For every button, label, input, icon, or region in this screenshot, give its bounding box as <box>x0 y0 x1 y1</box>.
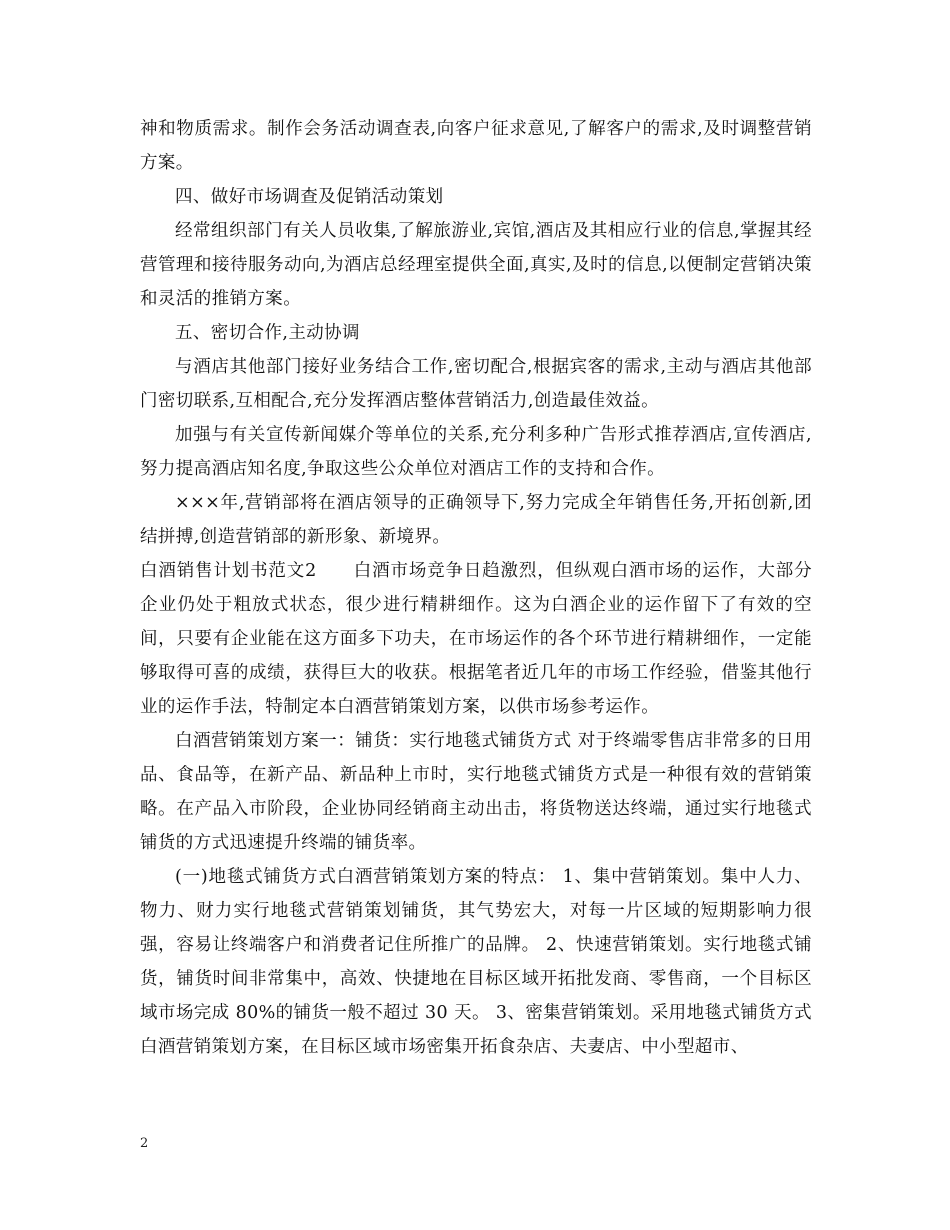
section-heading-5: 五、密切合作,主动协调 <box>175 323 360 343</box>
paragraph-annual-goal: ×××年,营销部将在酒店领导的正确领导下,努力完成全年销售任务,开拓创新,团结拼搏,创造营销部的新形象、新境界。 <box>140 493 812 547</box>
paragraph-media-relations: 加强与有关宣传新闻媒介等单位的关系,充分利多种广告形式推荐酒店,宣传酒店,努力提高酒店知名度,争取这些公众单位对酒店工作的支持和合作。 <box>140 425 812 479</box>
paragraph-cooperation: 与酒店其他部门接好业务结合工作,密切配合,根据宾客的需求,主动与酒店其他部门密切联系,互相配合,充分发挥酒店整体营销活力,创造最佳效益。 <box>140 357 812 411</box>
paragraph-sample-2-intro: 白酒销售计划书范文2 白酒市场竞争日趋激烈，但纵观白酒市场的运作，大部分企业仍处于粗放式状态，很少进行精耕细作。这为白酒企业的运作留下了有效的空间，只要有企业能在这方面多下功夫，在市场运作的各个环节进行精耕细作，一定能够取得可喜的成绩，获得巨大的收获。根据笔者近几年的市场工作经验，借鉴其他行业的运作手法，特制定本白酒营销策划方案，以供市场参考运作。 <box>140 561 812 717</box>
document-body <box>140 112 812 1064</box>
paragraph-plan-one: 白酒营销策划方案一：铺货：实行地毯式铺货方式 对于终端零售店非常多的日用品、食品等，在新产品、新品种上市时，实行地毯式铺货方式是一种很有效的营销策略。在产品入市阶段，企业协同经销商主动出击，将货物送达终端，通过实行地毯式铺货的方式迅速提升终端的铺货率。 <box>140 731 812 853</box>
paragraph-market-research: 经常组织部门有关人员收集,了解旅游业,宾馆,酒店及其相应行业的信息,掌握其经营管理和接待服务动向,为酒店总经理室提供全面,真实,及时的信息,以便制定营销决策和灵活的推销方案。 <box>140 221 812 309</box>
page-number: 2 <box>140 1136 149 1151</box>
section-heading-4: 四、做好市场调查及促销活动策划 <box>175 187 444 207</box>
paragraph-continuation: 神和物质需求。制作会务活动调查表,向客户征求意见,了解客户的需求,及时调整营销方案。 <box>140 119 812 173</box>
paragraph-plan-features: (一)地毯式铺货方式白酒营销策划方案的特点： 1、集中营销策划。集中人力、物力、财力实行地毯式营销策划铺货，其气势宏大，对每一片区域的短期影响力很强，容易让终端客户和消费者记住所推广的品牌。 2、快速营销策划。实行地毯式铺货，铺货时间非常集中，高效、快捷地在目标区域开拓批发商、零售商，一个目标区域市场完成 80%的铺货一般不超过 30 天。 3、密集营销策划。采用地毯式铺货方式白酒营销策划方案，在目标区域市场密集开拓食杂店、夫妻店、中小型超市、 <box>140 867 812 1057</box>
